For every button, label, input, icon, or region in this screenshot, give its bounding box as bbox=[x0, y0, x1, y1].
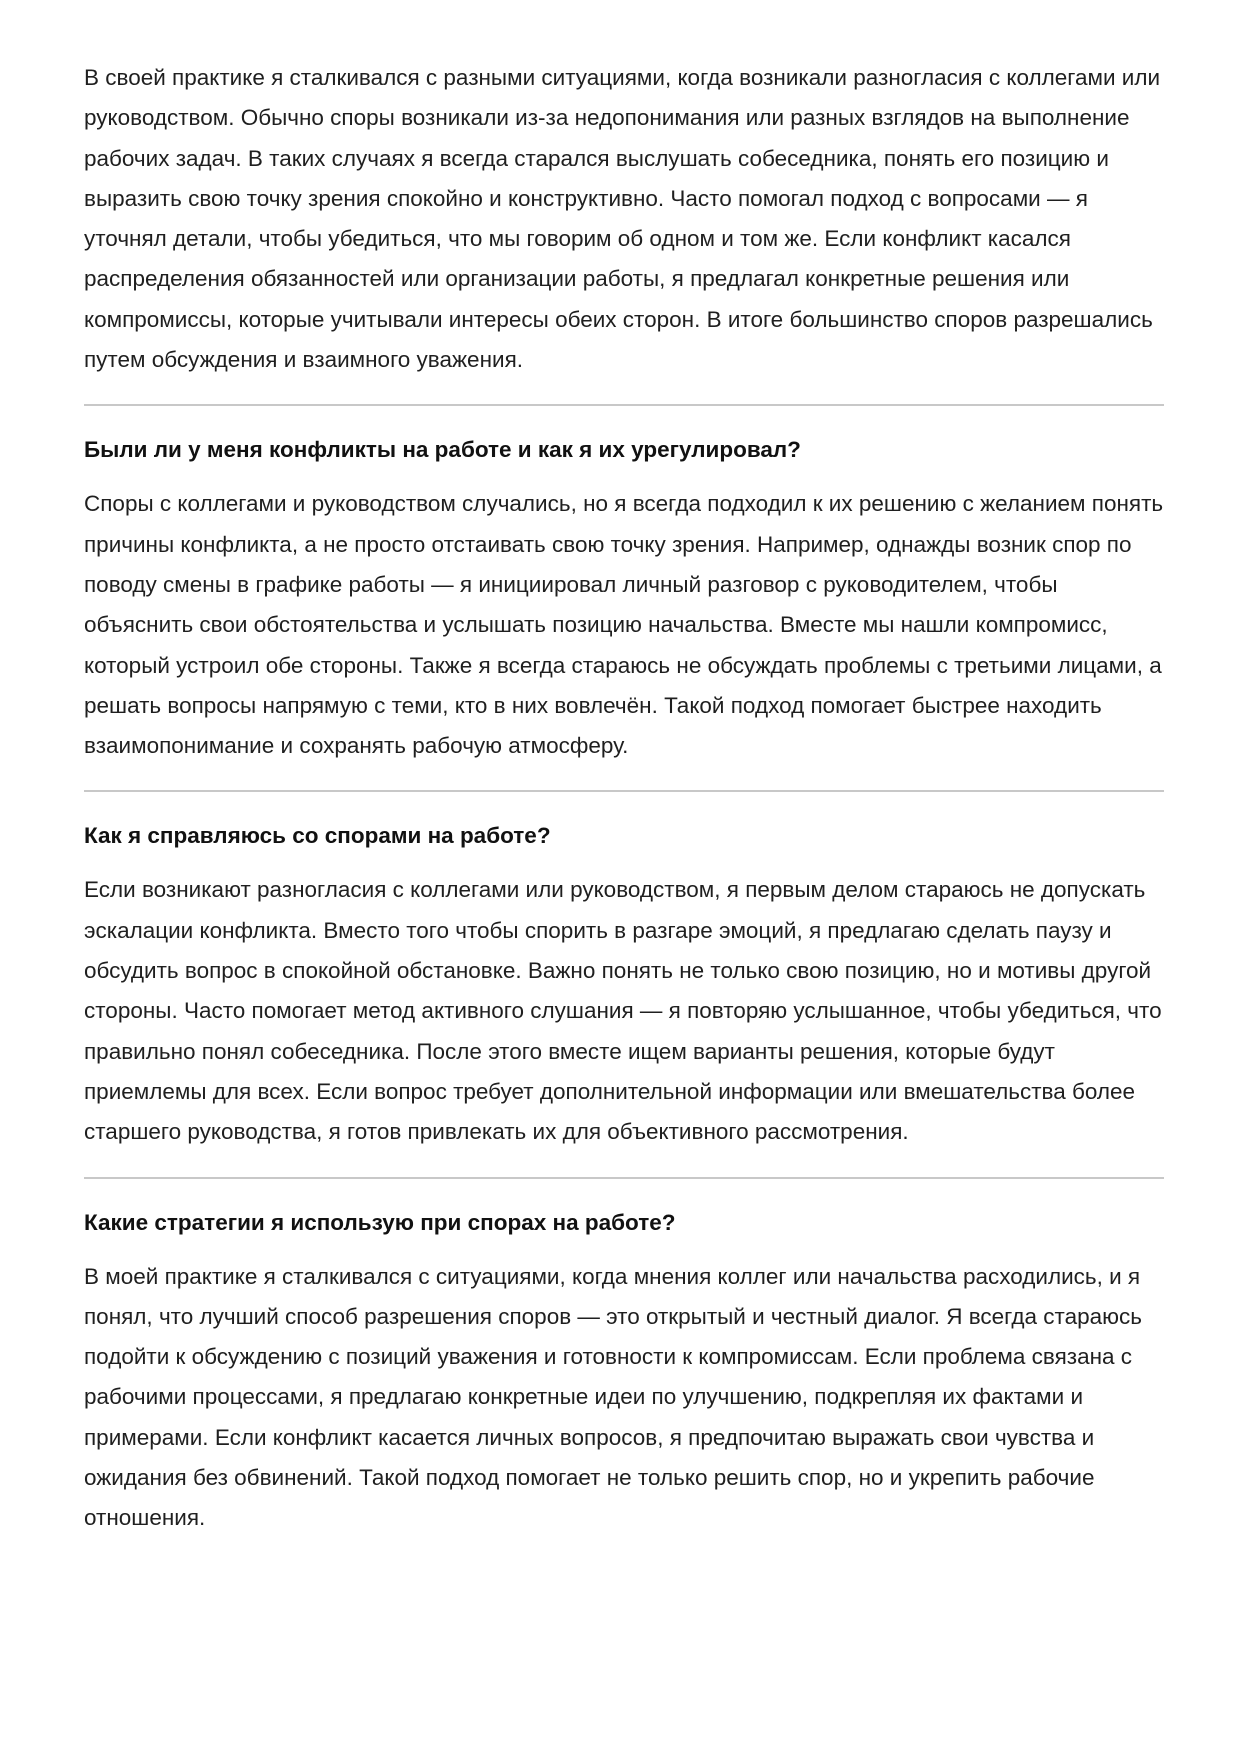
section-divider bbox=[84, 404, 1164, 406]
section-3-body: Если возникают разногласия с коллегами или руководством, я первым делом стараюсь не допускать эскалации конфликта. Вместо того чтобы спорить в разгаре эмоций, я предлагаю сделать паузу и обсудить вопрос в спокойной обстановке. Важно понять не только свою позицию, но и мотивы другой стороны. Часто помогает метод активного слушания — я повторяю услышанное, чтобы убедиться, что правильно понял собеседника. После этого вместе ищем варианты решения, которые будут приемлемы для всех. Если вопрос требует дополнительной информации или вмешательства более старшего руководства, я готов привлекать их для объективного рассмотрения. bbox=[84, 877, 1162, 1145]
section-1-body: В своей практике я сталкивался с разными ситуациями, когда возникали разногласия с коллегами или руководством. Обычно споры возникали из-за недопонимания или разных взглядов на выполнение рабочих задач. В таких случаях я всегда старался выслушать собеседника, понять его позицию и выразить свою точку зрения спокойно и конструктивно. Часто помогал подход с вопросами — я уточнял детали, чтобы убедиться, что мы говорим об одном и том же. Если конфликт касался распределения обязанностей или организации работы, я предлагал конкретные решения или компромиссы, которые учитывали интересы обеих сторон. В итоге большинство споров разрешались путем обсуждения и взаимного уважения. bbox=[84, 65, 1161, 373]
section-2-heading: Были ли у меня конфликты на работе и как я их урегулировал? bbox=[84, 437, 801, 463]
section-3-heading: Как я справляюсь со спорами на работе? bbox=[84, 823, 551, 849]
section-4-heading: Какие стратегии я использую при спорах на работе? bbox=[84, 1209, 676, 1235]
section-4-body: В моей практике я сталкивался с ситуациями, когда мнения коллег или начальства расходились, и я понял, что лучший способ разрешения споров — это открытый и честный диалог. Я всегда стараюсь подойти к обсуждению с позиций уважения и готовности к компромиссам. Если проблема связана с рабочими процессами, я предлагаю конкретные идеи по улучшению, подкрепляя их фактами и примерами. Если конфликт касается личных вопросов, я предпочитаю выражать свои чувства и ожидания без обвинений. Такой подход помогает не только решить спор, но и укрепить рабочие отношения. bbox=[84, 1263, 1142, 1531]
document-page bbox=[84, 58, 1164, 1539]
section-2-body: Споры с коллегами и руководством случались, но я всегда подходил к их решению с желанием понять причины конфликта, а не просто отстаивать свою точку зрения. Например, однажды возник спор по поводу смены в графике работы — я инициировал личный разговор с руководителем, чтобы объяснить свои обстоятельства и услышать позицию начальства. Вместе мы нашли компромисс, который устроил обе стороны. Также я всегда стараюсь не обсуждать проблемы с третьими лицами, а решать вопросы напрямую с теми, кто в них вовлечён. Такой подход помогает быстрее находить взаимопонимание и сохранять рабочую атмосферу. bbox=[84, 491, 1164, 759]
section-divider bbox=[84, 790, 1164, 792]
section-divider bbox=[84, 1177, 1164, 1179]
